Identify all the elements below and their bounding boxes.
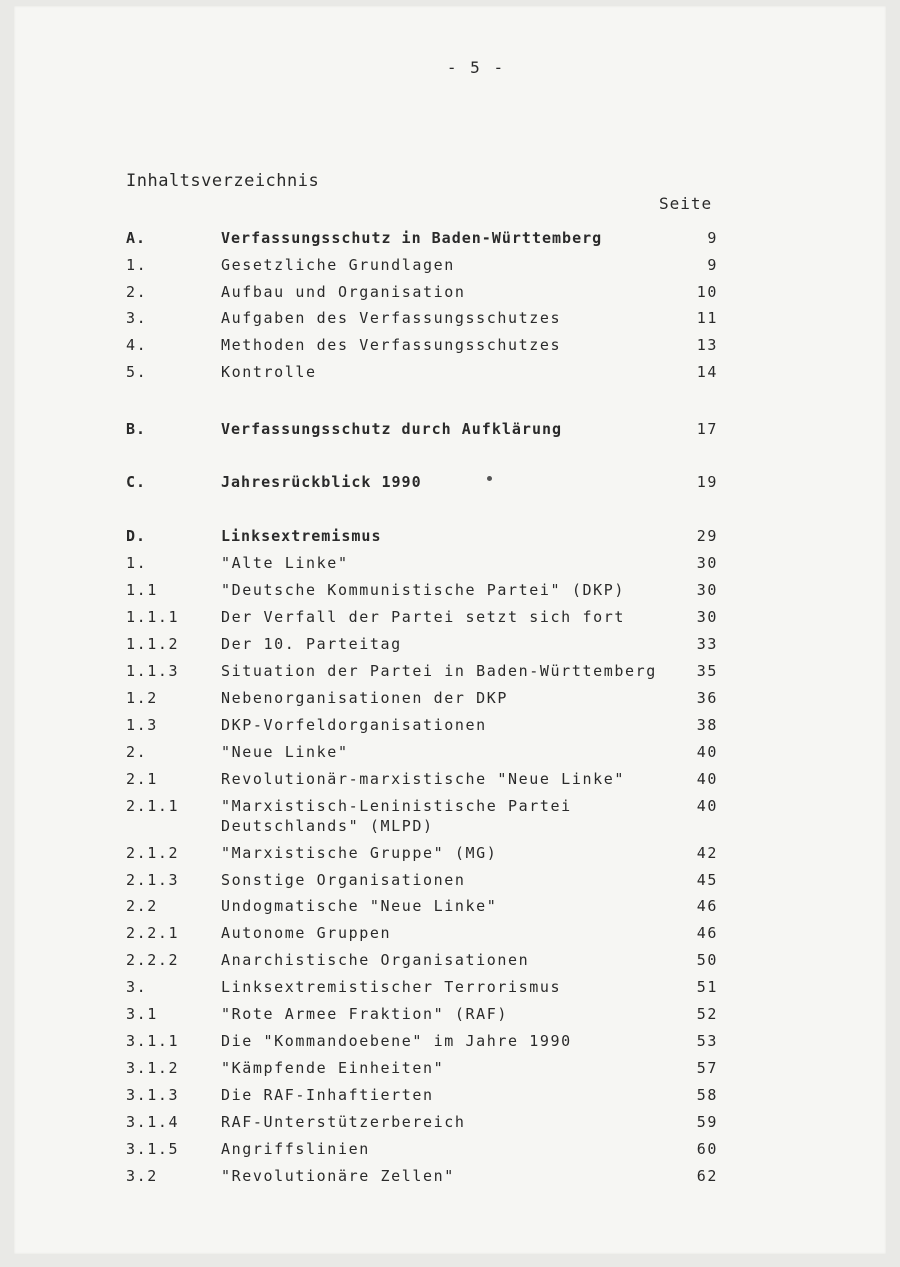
toc-entry-page: 13 — [696, 336, 718, 354]
toc-entry-title: Linksextremistischer Terrorismus — [221, 978, 562, 996]
toc-entry-title: Revolutionär-marxistische "Neue Linke" — [221, 770, 625, 788]
toc-entry-title: Angriffslinien — [221, 1140, 370, 1158]
toc-entry-title: Nebenorganisationen der DKP — [221, 689, 509, 707]
toc-entry-page: 30 — [696, 581, 718, 599]
toc-entry-number: 2.2 — [126, 897, 158, 915]
toc-entry-page: 58 — [696, 1086, 718, 1104]
toc-entry-number: 3.1.5 — [126, 1140, 180, 1158]
toc-entry-page: 36 — [696, 689, 718, 707]
toc-entry-number: 2.1.2 — [126, 844, 180, 862]
toc-entry-title: Undogmatische "Neue Linke" — [221, 897, 498, 915]
page-title: Inhaltsverzeichnis — [126, 171, 320, 191]
toc-entry-title: "Kämpfende Einheiten" — [221, 1059, 445, 1077]
toc-entry-title: Aufbau und Organisation — [221, 283, 466, 301]
toc-entry-title: Aufgaben des Verfassungsschutzes — [221, 309, 562, 327]
toc-entry-title: Der Verfall der Partei setzt sich fort — [221, 608, 625, 626]
toc-entry-number: 1.3 — [126, 716, 158, 734]
toc-entry-page: 11 — [696, 309, 718, 327]
toc-entry-title: Sonstige Organisationen — [221, 871, 466, 889]
toc-entry-page: 59 — [696, 1113, 718, 1131]
toc-entry-page: 30 — [696, 554, 718, 572]
toc-entry-number: 2. — [126, 283, 148, 301]
toc-entry-number: 2.2.2 — [126, 951, 180, 969]
page-column-header: Seite — [659, 194, 713, 213]
toc-entry-number: C. — [126, 473, 147, 491]
document-page — [14, 6, 886, 1254]
toc-entry-number: 1.1.2 — [126, 635, 180, 653]
toc-entry-page: 57 — [696, 1059, 718, 1077]
toc-entry-title: "Deutsche Kommunistische Partei" (DKP) — [221, 581, 625, 599]
toc-entry-title: Situation der Partei in Baden-Württemberg — [221, 662, 657, 680]
toc-entry-title: "Neue Linke" — [221, 743, 349, 761]
toc-entry-title: Anarchistische Organisationen — [221, 951, 530, 969]
toc-entry-number: 1.1.1 — [126, 608, 180, 626]
toc-entry-number: B. — [126, 420, 147, 438]
toc-entry-page: 10 — [696, 283, 718, 301]
toc-entry-number: 2.1 — [126, 770, 158, 788]
toc-entry-page: 38 — [696, 716, 718, 734]
toc-entry-number: 3. — [126, 309, 148, 327]
toc-entry-page: 53 — [696, 1032, 718, 1050]
toc-entry-number: 3.1.2 — [126, 1059, 180, 1077]
toc-entry-title: Autonome Gruppen — [221, 924, 392, 942]
toc-entry-title: Verfassungsschutz durch Aufklärung — [221, 420, 563, 438]
toc-entry-number: 3.1.1 — [126, 1032, 180, 1050]
page-number: - 5 - — [446, 58, 506, 77]
toc-entry-title: "Revolutionäre Zellen" — [221, 1167, 455, 1185]
toc-entry-title: Methoden des Verfassungsschutzes — [221, 336, 562, 354]
toc-entry-number: 1.1.3 — [126, 662, 180, 680]
toc-entry-number: 1. — [126, 554, 148, 572]
toc-entry-number: A. — [126, 229, 147, 247]
toc-entry-title: "Marxistische Gruppe" (MG) — [221, 844, 498, 862]
toc-entry-number: 2.1.1 — [126, 797, 180, 815]
toc-entry-number: 5. — [126, 363, 148, 381]
toc-entry-title: Jahresrückblick 1990 — [221, 473, 422, 491]
toc-entry-page: 50 — [696, 951, 718, 969]
toc-entry-page: 46 — [696, 897, 718, 915]
toc-entry-title: "Alte Linke" — [221, 554, 349, 572]
toc-entry-number: 3.2 — [126, 1167, 158, 1185]
table-of-contents — [14, 6, 886, 1254]
toc-entry-page: 46 — [696, 924, 718, 942]
toc-entry-page: 19 — [696, 473, 718, 491]
toc-entry-number: 1. — [126, 256, 148, 274]
toc-entry-title: Der 10. Parteitag — [221, 635, 402, 653]
toc-entry-number: 1.2 — [126, 689, 158, 707]
toc-entry-page: 33 — [696, 635, 718, 653]
toc-entry-title: Die "Kommandoebene" im Jahre 1990 — [221, 1032, 572, 1050]
toc-entry-number: D. — [126, 527, 147, 545]
toc-entry-number: 3.1 — [126, 1005, 158, 1023]
toc-entry-page: 52 — [696, 1005, 718, 1023]
toc-entry-page: 9 — [707, 256, 718, 274]
toc-entry-title: Linksextremismus — [221, 527, 382, 545]
toc-entry-page: 51 — [696, 978, 718, 996]
toc-entry-title: Kontrolle — [221, 363, 317, 381]
toc-entry-number: 3. — [126, 978, 148, 996]
toc-entry-page: 45 — [696, 871, 718, 889]
toc-entry-page: 40 — [696, 797, 718, 815]
toc-entry-title: RAF-Unterstützerbereich — [221, 1113, 466, 1131]
toc-entry-page: 30 — [696, 608, 718, 626]
toc-entry-number: 3.1.3 — [126, 1086, 180, 1104]
toc-entry-number: 2.1.3 — [126, 871, 180, 889]
toc-entry-number: 3.1.4 — [126, 1113, 180, 1131]
toc-entry-page: 14 — [696, 363, 718, 381]
toc-entry-page: 62 — [696, 1167, 718, 1185]
toc-entry-title: DKP-Vorfeldorganisationen — [221, 716, 487, 734]
toc-entry-page: 35 — [696, 662, 718, 680]
toc-entry-page: 40 — [696, 770, 718, 788]
toc-entry-title: Verfassungsschutz in Baden-Württemberg — [221, 229, 603, 247]
toc-entry-title: "Rote Armee Fraktion" (RAF) — [221, 1005, 509, 1023]
toc-entry-page: 40 — [696, 743, 718, 761]
toc-entry-page: 29 — [696, 527, 718, 545]
toc-entry-number: 2. — [126, 743, 148, 761]
toc-entry-page: 60 — [696, 1140, 718, 1158]
toc-entry-page: 42 — [696, 844, 718, 862]
toc-entry-number: 1.1 — [126, 581, 158, 599]
toc-entry-number: 2.2.1 — [126, 924, 180, 942]
toc-entry-number: 4. — [126, 336, 148, 354]
toc-entry-title: Gesetzliche Grundlagen — [221, 256, 455, 274]
toc-entry-page: 17 — [696, 420, 718, 438]
toc-entry-title: Die RAF-Inhaftierten — [221, 1086, 434, 1104]
toc-entry-title: "Marxistisch-Leninistische Partei Deutschlands" (MLPD) — [221, 797, 572, 835]
toc-entry-page: 9 — [707, 229, 718, 247]
